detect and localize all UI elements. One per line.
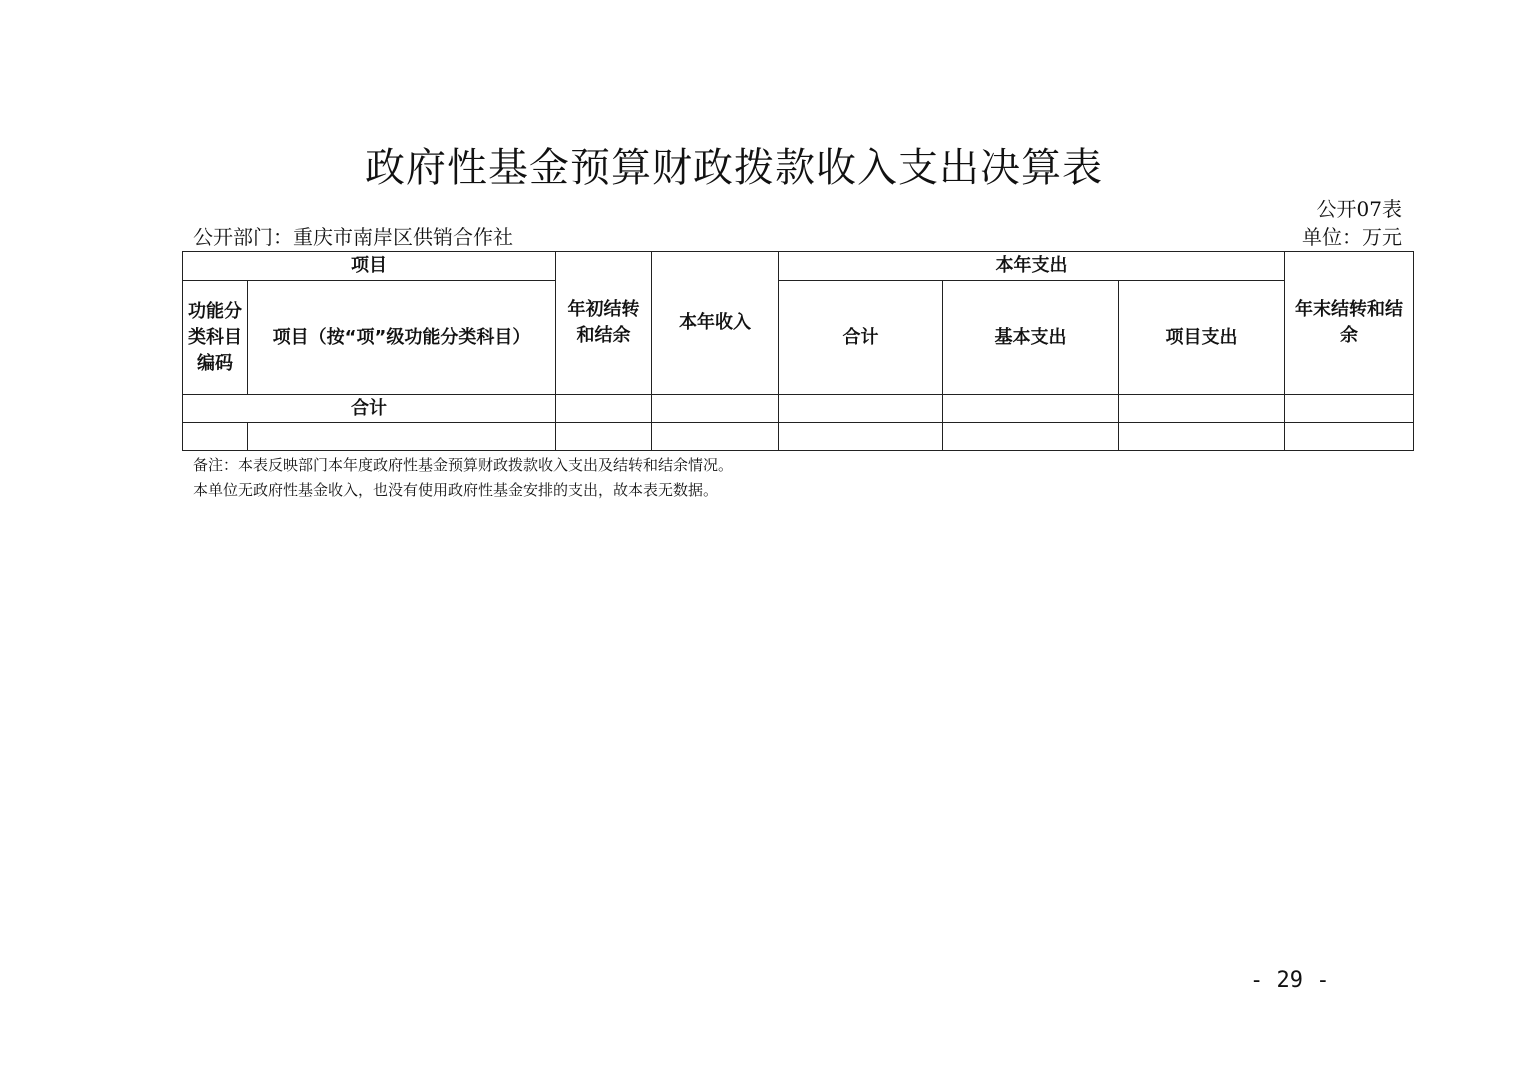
total-end-balance	[1285, 395, 1414, 423]
total-exp-total	[779, 395, 943, 423]
header-exp-project: 项目支出	[1119, 281, 1285, 395]
total-row	[183, 395, 1414, 423]
total-exp-project	[1119, 395, 1285, 423]
cell-exp-total	[779, 423, 943, 451]
header-end-balance: 年末结转和结余	[1285, 252, 1414, 395]
header-begin-balance: 年初结转和结余	[556, 252, 652, 395]
header-func-code: 功能分类科目编码	[183, 281, 248, 395]
note-line-2: 本单位无政府性基金收入，也没有使用政府性基金安排的支出，故本表无数据。	[193, 481, 719, 499]
table-number: 公开07表	[1316, 197, 1402, 221]
note-line-1: 备注：本表反映部门本年度政府性基金预算财政拨款收入支出及结转和结余情况。	[193, 456, 734, 474]
budget-table	[182, 251, 1414, 451]
header-row-2	[183, 281, 1414, 395]
total-exp-basic	[943, 395, 1119, 423]
cell-code	[183, 423, 248, 451]
total-label: 合计	[183, 395, 556, 423]
page-number: - 29 -	[1250, 968, 1330, 993]
cell-end-balance	[1285, 423, 1414, 451]
cell-exp-basic	[943, 423, 1119, 451]
cell-exp-project	[1119, 423, 1285, 451]
total-begin-balance	[556, 395, 652, 423]
header-exp-basic: 基本支出	[943, 281, 1119, 395]
header-exp-total: 合计	[779, 281, 943, 395]
header-income: 本年收入	[652, 252, 779, 395]
cell-income	[652, 423, 779, 451]
department-label: 公开部门：重庆市南岸区供销合作社	[193, 225, 513, 249]
cell-begin-balance	[556, 423, 652, 451]
cell-name	[248, 423, 556, 451]
document-title: 政府性基金预算财政拨款收入支出决算表	[365, 145, 1103, 191]
header-row-1	[183, 252, 1414, 281]
total-income	[652, 395, 779, 423]
header-project: 项目	[183, 252, 556, 281]
unit-label: 单位：万元	[1302, 225, 1402, 249]
header-project-name: 项目（按“项”级功能分类科目）	[248, 281, 556, 395]
header-expenditure: 本年支出	[779, 252, 1285, 281]
table-row	[183, 423, 1414, 451]
